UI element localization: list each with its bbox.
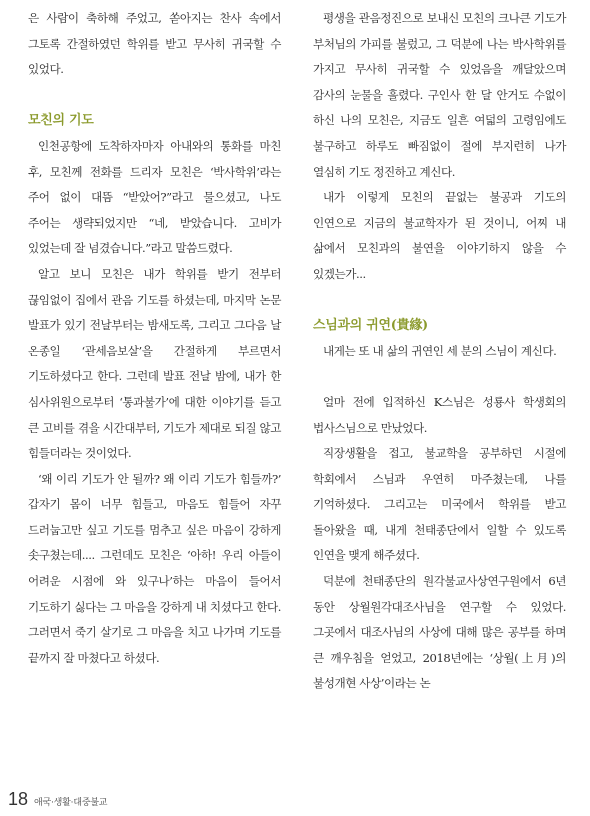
right-column [313, 6, 566, 697]
section-heading-monks: 스님과의 귀연(貴緣) [313, 318, 428, 334]
paragraph: 내게는 또 내 삶의 귀연인 세 분의 스님이 계신다. [323, 343, 557, 358]
section-heading-mother-prayer: 모친의 기도 [28, 113, 94, 129]
paragraph: 직장생활을 접고, 불교학을 공부하던 시절에 학회에서 스님과 우연히 마주쳤는데, 나를 기억하셨다. 그리고는 미국에서 학위를 받고 돌아왔을 때, 내게 천태종단에서 일할 수 있도록 인연을 맺게 해주셨다. [313, 446, 566, 563]
page-number: 18 [8, 789, 29, 809]
paragraph: ‘왜 이리 기도가 안 될까? 왜 이리 기도가 힘들까?’ 갑자기 몸이 너무 힘들고, 마음도 힘들어 자꾸 드러눕고만 싶고 기도를 멈추고 싶은 마음이 강하게 솟구쳤는데.... 그런데도 모친은 ‘아하! 우리 아들이 어려운 시점에 와 있구나’하는 마음이 들어서 기도하기 싫다는 그 마음을 강하게 내 치셨다고 한다. 그러면서 죽기 살기로 그 마음을 치고 나가며 기도를 끝까지 잘 마쳤다고 하셨다. [28, 471, 281, 665]
paragraph: 얼마 전에 입적하신 K스님은 성룡사 학생회의 법사스님으로 만났었다. [313, 394, 566, 435]
paragraph: 인천공항에 도착하자마자 아내와의 통화를 마친 후, 모친께 전화를 드리자 모친은 ‘박사학위’라는 주어 없이 대뜸 “받았어?”라고 물으셨고, 나도 주어는 생략되었지만 “네, 받았습니다. 고비가 있었는데 잘 넘겼습니다.”라고 말씀드렸다. [28, 138, 281, 256]
spacer [313, 288, 566, 314]
page-footer [8, 789, 107, 813]
paragraph: 평생을 관음정진으로 보내신 모친의 크나큰 기도가 부처님의 가피를 불렀고, 그 덕분에 나는 박사학위를 가지고 무사히 귀국할 수 있었음을 깨달았으며 감사의 눈물을 흘렸다. 구인사 한 달 안거도 수없이 하신 나의 모친은, 지금도 일흔 여덟의 고령임에도 불구하고 하루도 빠짐없이 절에 부지런히 나가 열심히 기도 정진하고 계신다. [313, 11, 566, 179]
paragraph: 내가 이렇게 모친의 끝없는 불공과 기도의 인연으로 지금의 불교학자가 된 것이니, 어찌 내 삶에서 모친과의 불연을 이야기하지 않을 수 있겠는가... [313, 190, 566, 281]
paragraph: 알고 보니 모친은 내가 학위를 받기 전부터 끊임없이 집에서 관음 기도를 하셨는데, 마지막 논문 발표가 있기 전날부터는 밤새도록, 그리고 그다음 날 온종일 ‘관세음보살’을 간절하게 부르면서 기도하셨다고 한다. 그런데 발표 전날 밤에, 내가 한 심사위원으로부터 ‘통과불가’에 대한 이야기를 듣고 큰 고비를 겪을 시간대부터, 기도가 제대로 되질 않고 힘들더라는 것이었다. [28, 266, 281, 461]
left-column [28, 6, 281, 671]
paragraph-continued: 은 사람이 축하해 주었고, 쏟아지는 찬사 속에서 그토록 간절하였던 학위를 받고 무사히 귀국할 수 있었다. [28, 11, 281, 77]
section-label: 애국·생활·대중불교 [34, 798, 108, 808]
paragraph: 덕분에 천태종단의 원각불교사상연구원에서 6년 동안 상월원각대조사님을 연구할 수 있었다. 그곳에서 대조사님의 사상에 대해 많은 공부를 하며 큰 깨우침을 얻었고, 2018년에는 ‘상월(上月)의 불성개현 사상’이라는 논 [313, 574, 566, 691]
spacer [28, 83, 281, 109]
spacer [313, 364, 566, 390]
